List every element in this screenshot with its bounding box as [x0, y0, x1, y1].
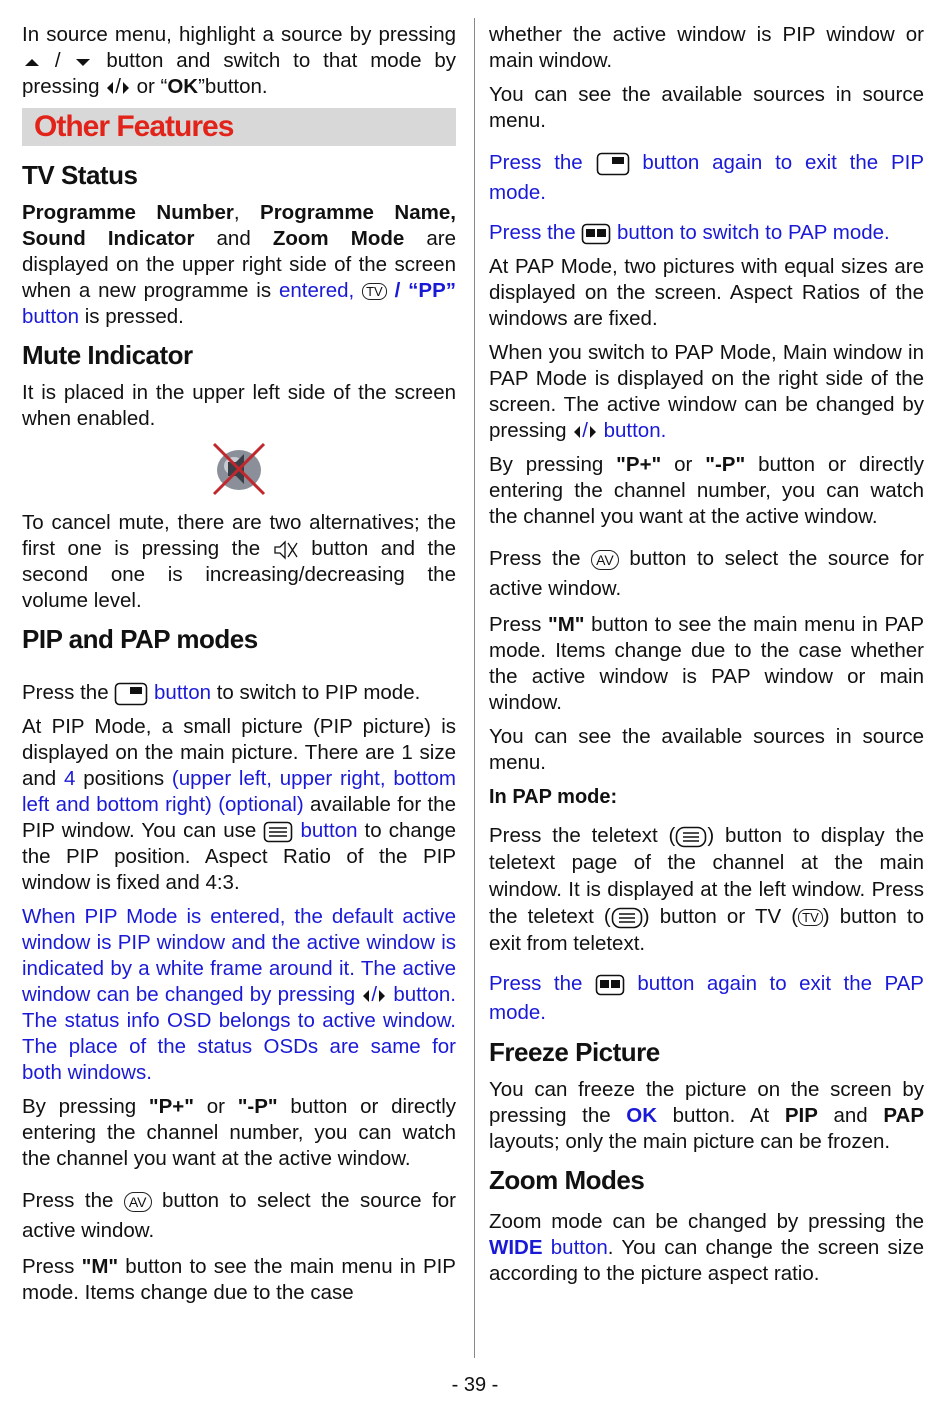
- page-number: - 39 -: [451, 1374, 499, 1396]
- teletext-button-icon: [675, 826, 707, 848]
- tv-button-icon: TV: [798, 909, 823, 926]
- arrow-left-icon: [105, 80, 115, 96]
- section-banner: [22, 108, 456, 146]
- pip-menu-paragraph: Press "M" button to see the main menu in PIP mode. Items change due to the case: [22, 1255, 456, 1304]
- arrow-up-icon: [22, 55, 42, 69]
- pip-pap-heading: PIP and PAP modes: [22, 624, 258, 654]
- pip-button-icon: [596, 152, 630, 176]
- pip-active-window-paragraph: When PIP Mode is entered, the default active window is PIP window and the active window is indicated by a white frame around it. The active window can be changed by pressing / button. The status info OSD belongs to active window. The place of the status OSDs are same for both windows.: [22, 905, 457, 1084]
- banner-title: Other Features: [34, 110, 234, 143]
- pap-main-window-paragraph: When you switch to PAP Mode, Main window in PAP Mode is displayed on the right side of the screen. The active window can be changed by pressing / button.: [489, 341, 924, 442]
- pip-mode-paragraph: At PIP Mode, a small picture (PIP picture) is displayed on the main picture. There are 1 size and 4 positions (upper left, upper right, bottom left and bottom right) (optional) available for the PIP window. You can use button to change the PIP position. Aspect Ratio of the PIP window is fixed and 4:3.: [22, 715, 456, 894]
- pip-sources-paragraph: You can see the available sources in source menu.: [489, 83, 924, 132]
- tv-button-icon: TV: [362, 283, 387, 300]
- mute-paragraph-1: It is placed in the upper left side of the screen when enabled.: [22, 381, 456, 430]
- column-divider: [474, 18, 475, 1358]
- tv-status-paragraph: Programme Number, Programme Name, Sound Indicator and Zoom Mode are displayed on the upper right side of the screen when a new programme is entered, TV / “PP” button is pressed.: [22, 201, 456, 328]
- mute-indicator-icon: [210, 440, 268, 496]
- pap-button-icon: [595, 974, 625, 996]
- pip-position-button-icon: [263, 821, 293, 843]
- pap-button-icon: [581, 223, 611, 245]
- mute-paragraph-2: To cancel mute, there are two alternatives; the first one is pressing the button and the second one is increasing/decreasing the volume level.: [22, 511, 457, 612]
- pap-sources-paragraph: You can see the available sources in source menu.: [489, 725, 924, 774]
- arrow-down-icon: [73, 55, 93, 69]
- pap-switch-paragraph: Press the button to switch to PAP mode.: [489, 221, 890, 244]
- av-button-icon: AV: [124, 1192, 152, 1212]
- zoom-modes-heading: Zoom Modes: [489, 1165, 645, 1195]
- freeze-picture-heading: Freeze Picture: [489, 1037, 660, 1067]
- tv-status-heading: TV Status: [22, 160, 138, 190]
- arrow-right-icon: [121, 80, 131, 96]
- pip-button-icon: [114, 682, 148, 706]
- teletext-button-icon: [611, 907, 643, 929]
- arrow-right-icon: [377, 988, 387, 1004]
- pap-menu-paragraph: Press "M" button to see the main menu in PAP mode. Items change due to the case whether the active window is PAP window or main window.: [489, 613, 925, 714]
- pip-channel-paragraph: By pressing "P+" or "-P" button or directly entering the channel number, you can watch the channel you want at the active window.: [22, 1095, 456, 1170]
- zoom-paragraph: Zoom mode can be changed by pressing the WIDE button. You can change the screen size according to the picture aspect ratio.: [489, 1210, 924, 1285]
- arrow-left-icon: [361, 988, 371, 1004]
- av-button-icon: AV: [591, 550, 619, 570]
- in-pap-mode-heading: In PAP mode:: [489, 786, 618, 808]
- arrow-left-icon: [572, 424, 582, 440]
- pap-channel-paragraph: By pressing "P+" or "-P" button or directly entering the channel number, you can watch the channel you want at the active window.: [489, 453, 924, 528]
- pip-exit-paragraph: Press the button again to exit the PIP mode.: [489, 151, 925, 204]
- right-column: [489, 22, 924, 1295]
- mute-indicator-heading: Mute Indicator: [22, 340, 193, 370]
- pap-av-paragraph: Press the AV button to select the source for active window.: [489, 547, 924, 600]
- pip-window-paragraph: whether the active window is PIP window or main window.: [489, 23, 924, 72]
- pap-exit-paragraph: Press the button again to exit the PAP mode.: [489, 972, 924, 1024]
- pip-av-paragraph: Press the AV button to select the source for active window.: [22, 1189, 456, 1242]
- source-menu-paragraph: In source menu, highlight a source by pressing / button and switch to that mode by pressing / or “OK”button.: [22, 23, 457, 98]
- pap-mode-paragraph: At PAP Mode, two pictures with equal sizes are displayed on the screen. Aspect Ratios of the windows are fixed.: [489, 255, 924, 330]
- freeze-paragraph: You can freeze the picture on the screen by pressing the OK button. At PIP and PAP layouts; only the main picture can be frozen.: [489, 1078, 924, 1153]
- left-column: [22, 22, 456, 1314]
- arrow-right-icon: [588, 424, 598, 440]
- pip-press-paragraph: Press the button to switch to PIP mode.: [22, 681, 421, 704]
- mute-button-icon: [273, 539, 299, 561]
- pap-teletext-paragraph: Press the teletext ( ) button to display the teletext page of the channel at the main window. It is displayed at the left window. Press the teletext ( ) button or TV ( TV ) button to exit from teletext.: [489, 824, 925, 955]
